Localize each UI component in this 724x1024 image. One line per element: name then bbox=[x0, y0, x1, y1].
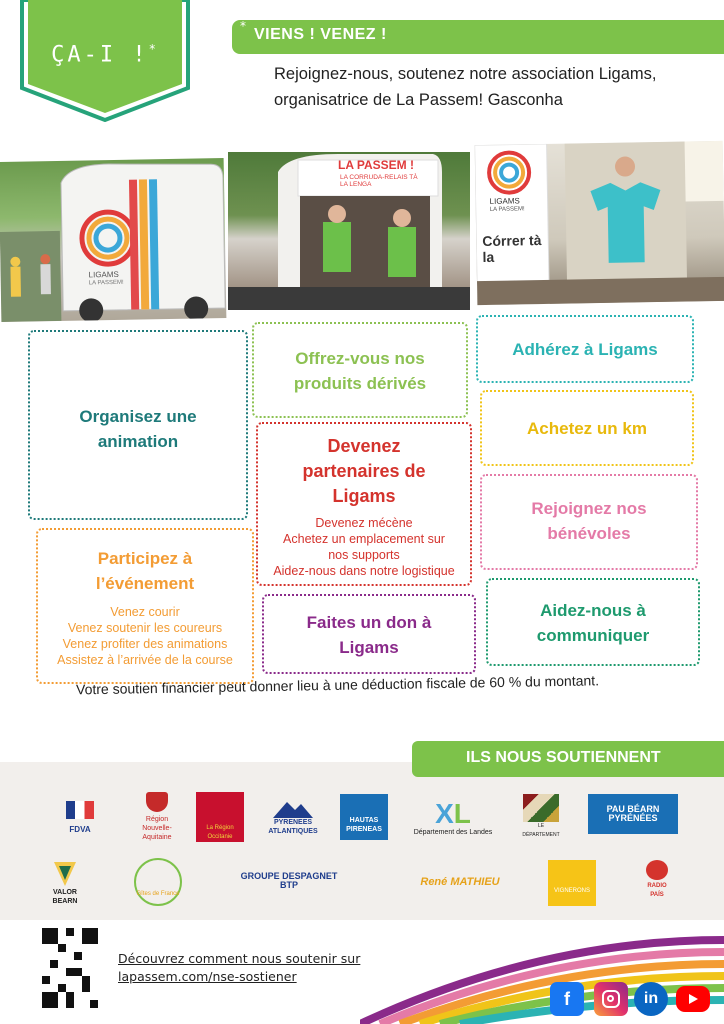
photo-speakers-van bbox=[228, 152, 470, 310]
support-link-line-1: Découvrez comment nous soutenir sur bbox=[118, 951, 361, 966]
logo-gites bbox=[134, 858, 182, 906]
logo-landes: XL Département des Landes bbox=[413, 797, 493, 836]
box-organise-title: Organisez une animation bbox=[79, 407, 197, 451]
partenaires-item-3: Aidez-nous dans notre logistique bbox=[273, 564, 455, 578]
box-participez bbox=[36, 528, 254, 684]
logo-despagnet bbox=[234, 866, 344, 896]
header-title: VIENS ! VENEZ ! bbox=[254, 26, 387, 43]
logo-pa-text: PYRENEES ATLANTIQUES bbox=[268, 819, 318, 835]
box-participez-title: Participez à l’événement bbox=[95, 549, 195, 593]
logo-landes-text: Département des Landes bbox=[413, 828, 493, 836]
box-achetez-km bbox=[480, 390, 694, 466]
van-logo-sub: LA PASSEM! bbox=[88, 279, 124, 287]
photo-tshirt-stand bbox=[475, 141, 724, 305]
linkedin-icon[interactable] bbox=[634, 982, 668, 1016]
logo-gers-text: LE DÉPARTEMENT bbox=[522, 823, 560, 838]
header-bar bbox=[232, 20, 724, 54]
stand-slogan: Córrer tà la bbox=[482, 232, 542, 266]
participez-item-2: Venez soutenir les coureurs bbox=[67, 621, 223, 635]
rainbow-swoosh bbox=[360, 930, 724, 1024]
qr-code[interactable] bbox=[42, 928, 98, 1008]
partenaires-item-1: Devenez mécène bbox=[315, 516, 413, 530]
box-organise-animation bbox=[28, 330, 248, 520]
logo-radio-pais bbox=[640, 860, 674, 900]
photo-runners-van bbox=[0, 158, 226, 322]
logo-hp-text: HAUTAS PIRENEAS bbox=[346, 817, 382, 833]
logo-vignerons bbox=[548, 860, 596, 906]
box-don-title: Faites un don à Ligams bbox=[306, 613, 432, 657]
intro-text bbox=[274, 61, 714, 113]
logo-vignerons-text: VIGNERONS bbox=[553, 887, 590, 894]
logo-fdva bbox=[44, 792, 116, 842]
box-adherez-title: Adhérez à Ligams bbox=[512, 340, 658, 359]
instagram-icon[interactable] bbox=[594, 982, 628, 1016]
box-produits-derives bbox=[252, 322, 468, 418]
support-link-line-2: lapassem.com/nse-sostiener bbox=[118, 969, 297, 984]
box-communiquer bbox=[486, 578, 700, 666]
header-star: * bbox=[240, 19, 246, 33]
logo-fdva-text: FDVA bbox=[69, 824, 91, 834]
logo-radio-text: RADIO PAÍS bbox=[647, 883, 667, 898]
logo-despagnet-text: GROUPE DESPAGNET BTP bbox=[240, 871, 338, 890]
badge-text: ÇA-I ! bbox=[51, 42, 149, 68]
linkedin-glyph: in bbox=[643, 990, 659, 1007]
logo-occitanie bbox=[196, 792, 244, 842]
box-adherez bbox=[476, 315, 694, 383]
banner-title: LA PASSEM ! bbox=[338, 158, 415, 172]
logo-pau bbox=[588, 794, 678, 834]
header-badge bbox=[20, 0, 190, 122]
box-partenaires bbox=[256, 422, 472, 586]
logo-valor-bearn bbox=[42, 858, 88, 908]
logo-rene-mathieu bbox=[418, 862, 502, 902]
box-partenaires-title: Devenez partenaires de Ligams bbox=[302, 436, 426, 506]
facebook-glyph: f bbox=[564, 988, 570, 1009]
participez-item-4: Assistez à l’arrivée de la course bbox=[57, 653, 233, 667]
participez-item-1: Venez courir bbox=[110, 605, 180, 619]
logo-pau-text: PAU BÉARN PYRÉNÉES bbox=[606, 804, 660, 823]
van-logo-text: LIGAMS bbox=[88, 269, 119, 280]
partenaires-item-2: Achetez un emplacement sur nos supports bbox=[283, 532, 445, 562]
facebook-icon[interactable] bbox=[550, 982, 584, 1016]
logo-mathieu-text: René MATHIEU bbox=[420, 875, 500, 888]
intro-line-2: organisatrice de La Passem! Gasconha bbox=[274, 91, 563, 109]
logo-hautas-pireneas bbox=[340, 794, 388, 840]
youtube-icon[interactable] bbox=[676, 986, 710, 1012]
logo-gers bbox=[520, 794, 562, 840]
box-offrez-title: Offrez-vous nos produits dérivés bbox=[293, 349, 427, 393]
banner-sub: LA CORRUDA-RELAIS TÀ LA LENGA bbox=[340, 174, 418, 188]
fiscal-note: Votre soutien financier peut donner lieu à une déduction fiscale de 60 % du montant. bbox=[75, 672, 600, 698]
intro-line-1: Rejoignez-nous, soutenez notre association Ligams, bbox=[274, 65, 657, 83]
participez-item-3: Venez profiter des animations bbox=[62, 637, 228, 651]
support-link[interactable] bbox=[118, 950, 360, 986]
logo-nouvelle-aquitaine-text: Région Nouvelle-Aquitaine bbox=[142, 816, 172, 841]
logo-gites-text: Gîtes de France bbox=[136, 890, 180, 897]
box-benevoles bbox=[480, 474, 698, 570]
stand-brand: LIGAMS bbox=[489, 196, 520, 206]
logo-nouvelle-aquitaine bbox=[134, 792, 180, 842]
supporters-bar bbox=[412, 741, 724, 777]
box-achetez-title: Achetez un km bbox=[527, 419, 647, 438]
logo-pyrenees-atlantiques bbox=[266, 796, 320, 840]
box-don bbox=[262, 594, 476, 674]
logo-occitanie-text: La Région Occitanie bbox=[206, 825, 234, 840]
badge-star: * bbox=[148, 42, 159, 56]
supporters-title: ILS NOUS SOUTIENNENT bbox=[466, 749, 661, 766]
logo-valor-text: VALOR BEARN bbox=[52, 889, 78, 905]
box-benevoles-title: Rejoignez nos bénévoles bbox=[531, 499, 647, 543]
box-communiquer-title: Aidez-nous à communiquer bbox=[536, 601, 650, 645]
stand-sub: LA PASSEM! bbox=[489, 206, 525, 213]
